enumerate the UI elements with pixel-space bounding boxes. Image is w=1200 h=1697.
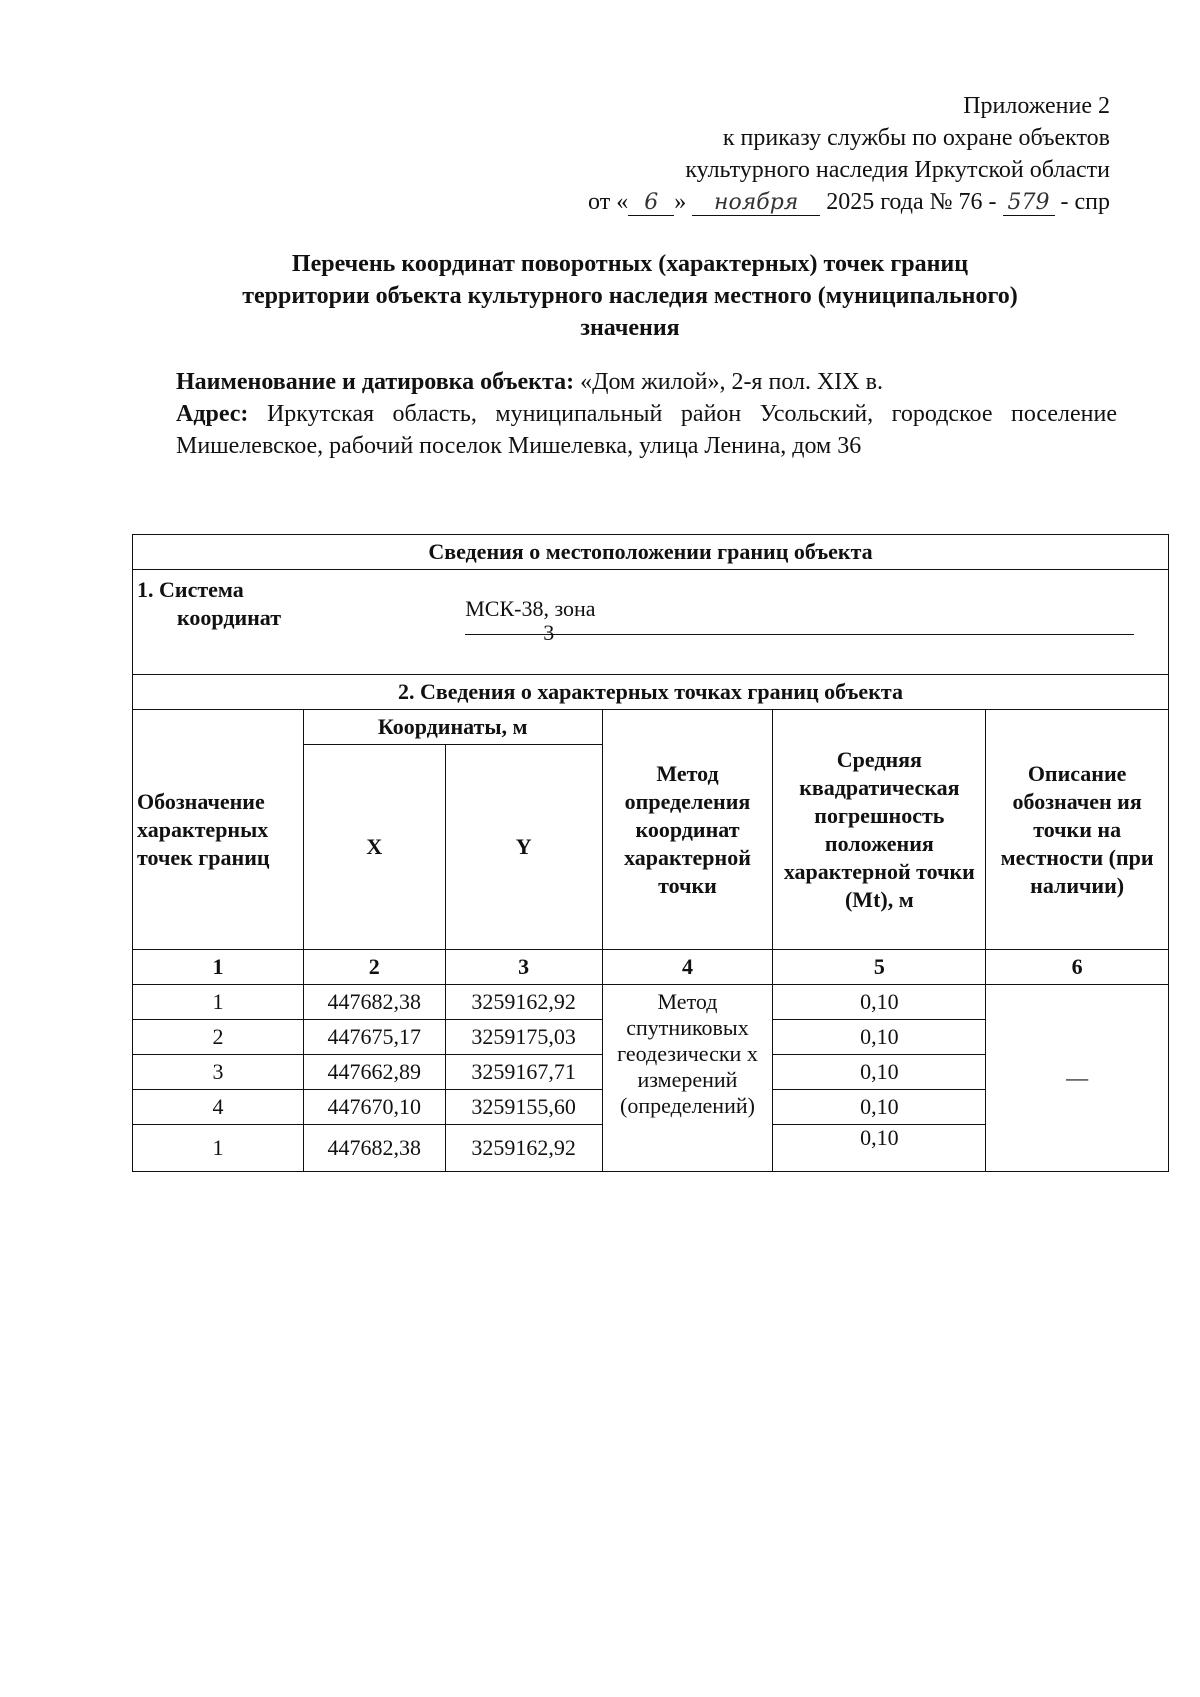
object-name-value: «Дом жилой», 2-я пол. XIX в. (580, 369, 883, 395)
column-number-row (133, 950, 1169, 985)
column-number: 4 (602, 950, 773, 985)
point-id: 3 (133, 1055, 304, 1090)
date-prefix: от « (588, 189, 629, 215)
coordinate-system-value-cell (445, 570, 1168, 675)
title-line-2: территории объекта культурного наследия местного (муниципального) (242, 283, 1018, 309)
order-number-handwritten: 579 (1003, 191, 1055, 216)
date-month-handwritten: ноября (692, 191, 820, 216)
point-x: 447682,38 (303, 985, 445, 1020)
point-id: 4 (133, 1090, 304, 1125)
annex-line-3: культурного наследия Иркутской области (685, 157, 1110, 183)
point-mt: 0,10 (773, 1020, 986, 1055)
object-info (176, 366, 1117, 462)
annex-header (588, 90, 1110, 218)
point-id: 1 (133, 1125, 304, 1172)
section2-title: 2. Сведения о характерных точках границ объекта (133, 675, 1169, 710)
point-y: 3259162,92 (445, 1125, 602, 1172)
column-number: 6 (986, 950, 1169, 985)
boundary-table (132, 534, 1169, 1172)
annex-line-1: Приложение 2 (963, 93, 1110, 119)
point-y: 3259155,60 (445, 1090, 602, 1125)
coordinate-system-label-1: 1. Система (137, 577, 244, 602)
point-mt: 0,10 (773, 1125, 986, 1172)
underline (465, 634, 1134, 635)
point-mt: 0,10 (773, 1055, 986, 1090)
point-x: 447682,38 (303, 1125, 445, 1172)
col-header-y: Y (445, 745, 602, 950)
point-id: 2 (133, 1020, 304, 1055)
coordinate-system-zone: 3 (543, 620, 555, 645)
point-x: 447670,10 (303, 1090, 445, 1125)
point-mt: 0,10 (773, 985, 986, 1020)
title-line-1: Перечень координат поворотных (характерных) точек границ (291, 251, 969, 277)
column-number: 3 (445, 950, 602, 985)
col-header-mt: Средняя квадратическая погрешность положения характерной точки (Mt), м (773, 710, 986, 950)
object-address (176, 398, 1117, 462)
point-x: 447675,17 (303, 1020, 445, 1055)
description-value: — (1066, 1065, 1089, 1090)
point-id: 1 (133, 985, 304, 1020)
coordinate-system-label (133, 570, 446, 675)
object-address-value: Иркутская область, муниципальный район Усольский, городское поселение Мишелевское, рабочий поселок Мишелевка, улица Ленина, дом 36 (176, 401, 1117, 459)
col-header-x: X (303, 745, 445, 950)
table-row (133, 985, 1169, 1020)
coordinate-system-label-2: координат (177, 605, 282, 630)
annex-date-line (588, 186, 1110, 218)
col-header-description: Описание обозначен ия точки на местности (при наличии) (986, 710, 1169, 950)
point-y: 3259175,03 (445, 1020, 602, 1055)
column-number: 2 (303, 950, 445, 985)
date-suffix: - спр (1060, 189, 1110, 215)
point-y: 3259167,71 (445, 1055, 602, 1090)
section1-title: Сведения о местоположении границ объекта (133, 535, 1169, 570)
object-name-label: Наименование и датировка объекта: (176, 369, 575, 395)
point-y: 3259162,92 (445, 985, 602, 1020)
title-line-3: значения (580, 315, 680, 341)
document-title (150, 248, 1110, 344)
col-header-method: Метод определения координат характерной точки (602, 710, 773, 950)
coordinate-system-value: МСК-38, зона (465, 596, 596, 621)
point-mt: 0,10 (773, 1090, 986, 1125)
date-mid: » (674, 189, 687, 215)
date-year-text: 2025 года № 76 - (826, 189, 997, 215)
column-number: 1 (133, 950, 304, 985)
point-x: 447662,89 (303, 1055, 445, 1090)
object-name (176, 366, 1117, 398)
column-number: 5 (773, 950, 986, 985)
col-header-designation: Обозначение характерных точек границ (133, 710, 304, 950)
date-day-handwritten: 6 (628, 191, 674, 216)
method-value: Метод спутниковых геодезически х измерений (определений) (602, 985, 773, 1172)
object-address-label: Адрес: (176, 401, 249, 427)
description-cell (986, 985, 1169, 1172)
annex-line-2: к приказу службы по охране объектов (722, 125, 1110, 151)
col-header-coordinates: Координаты, м (303, 710, 602, 745)
